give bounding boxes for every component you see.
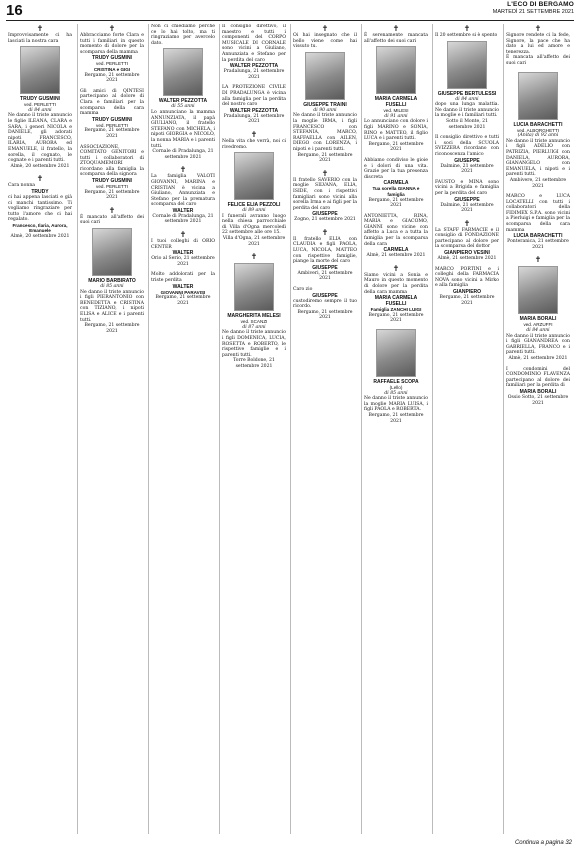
notice-text: Ne danno il triste annuncio i figli DOMENICA, LUCIA, ROSETTA e ROBERTO, le rispettive famiglie e i parenti tutti. [222,330,286,358]
obituary-notice [435,267,499,307]
notice-intro: ANTONIETTA, RINA, MARIA e GIACOMO, GIANNI sono vicine con affetto a Luca e a tutta la famiglia per la scomparsa della cara [364,213,428,247]
deceased-name: MARIA CARMELA FUSELLI [374,96,418,109]
notice-date: Cornale di Pradalunga, 21 settembre 2021 [152,213,214,225]
notice-text: ci hai appena lasciati e già ci manchi tantissimo. Ti vogliamo ringraziare per tutto l'amore che ci hai regalato. [8,194,72,223]
deceased-name: WALTER PEZZOTTA [158,98,208,105]
deceased-age: (Anita) di 92 anni [517,133,559,139]
deceased-name: GIUSEPPE [312,211,338,218]
notice-date: Cornale di Pradalunga, 21 settembre 2021 [152,149,214,160]
cross-icon: ✝ [250,252,258,262]
obituary-notice [435,180,499,214]
notice-date: Pradalunga, 21 settembre 2021 [223,113,285,125]
notice-date: Sotto il Monte, 21 settembre 2021 [446,118,488,130]
notice-text: Lo annunciano la mamma ANNUNZIATA, il papà GIULIANO, il fratello STEFANO con MICHELA, i nipoti GIORGIA e NICOLÒ, la nonna MARIA e i parenti tutti. [151,109,215,149]
notice-signature: GIOVANNI PARAVISI [160,289,206,295]
notice-intro: I condomini del CONDOMINIO FLAVENZA partecipano al dolore dei familiari per la perdita di [506,366,570,389]
notice-date: Ambivere, 21 settembre 2021 [509,177,567,189]
paper-date: MARTEDÌ 21 SETTEMBRE 2021 [492,9,574,15]
cross-icon: ✝ [321,227,329,237]
column-5 [290,24,358,834]
notice-text: dopo una lunga malattia. Ne danno il triste annuncio la moglie e i familiari tutti. [435,102,499,119]
obituary-notice [435,219,499,262]
portrait-photo [163,48,203,96]
notice-date: Zogno, 21 settembre 2021 [294,217,356,223]
deceased-subname: ved. PERLETTI [24,102,56,108]
deceased-name: TRUDY GUSMINI [92,178,132,185]
notice-intro: ASSOCIAZIONE, COMITATO GENITORI e tutti i collaboratori di ZTOQUAMEMORI ricordano alla famiglia la scomparsa della signora [80,144,144,178]
deceased-name: GIUSEPPE [312,264,338,271]
column-6 [361,24,429,834]
cross-icon: ✝ [36,24,44,33]
portrait-photo [376,46,416,94]
column-1 [6,24,73,834]
obituary-notice [151,24,215,160]
cross-icon: ✝ [108,205,116,215]
deceased-subname: (Lello) [389,385,403,390]
obituary-notice [364,214,428,259]
cross-icon: ✝ [463,24,471,33]
deceased-name: CARMELA [383,180,409,187]
deceased-subname: ved. SCANZI [240,319,268,325]
cross-icon: ✝ [179,165,187,175]
notice-date: Bergamo, 21 settembre 2021 [84,189,140,201]
cross-icon: ✝ [392,24,400,33]
notice-intro: Il consiglio direttivo, il maestro e tutti i componenti del CORPO MUSICALE DI CORNALE sono vicini a Giuliano, Annunziata e Stefano per la perdita del caro [222,24,286,63]
deceased-name: GIUSEPPE TRAINI [303,101,347,108]
paper-name: L'ECO DI BERGAMO [507,1,574,8]
obituary-notice [151,230,215,267]
column-7 [432,24,500,834]
notice-signature: Francesco, Ilaria, Aurora, Emanuele [12,222,68,234]
portrait-photo [92,228,132,276]
notice-date: Almè, 20 settembre 2021 [10,163,70,169]
notice-intro: MARCO PORTINI e i colleghi della FARMACIA NOVA sono vicini a Mirko e alla famiglia [435,266,499,289]
obituary-notice [222,130,286,247]
notice-intro: La STAFF FARMACIE e il consiglio di FONDAZIONE partecipano al dolore per la scomparsa del dottor [435,227,499,250]
obituary-notice [8,174,72,239]
deceased-name: RAFFAELE SCOPA [373,379,419,385]
cross-icon: ✝ [534,255,542,265]
obituary-notice [151,165,215,225]
notice-date: Ponteranica, 21 settembre 2021 [507,239,569,250]
notice-intro: FAUSTO e MINA sono vicini a Brigida e famiglia per la perdita del caro [435,179,499,196]
cross-icon: ✝ [108,24,116,33]
deceased-age: di 87 anni [242,324,266,330]
notice-date: Almè, 21 settembre 2021 [437,256,497,262]
cross-icon: ✝ [179,230,187,240]
obituary-notice [506,255,570,361]
notice-date: Almè, 21 settembre 2021 [508,356,568,361]
notice-date: Bergamo, 21 settembre 2021 [439,295,495,306]
deceased-name: GIUSEPPE [454,196,480,203]
obituary-notice [293,169,357,223]
deceased-subname: ved. PERLETTI [96,122,128,128]
deceased-name: WALTER PEZZOTTA [229,63,279,70]
deceased-subname: ved. MILESI [383,108,409,114]
notice-date: Ambiveri, 21 settembre 2021 [297,270,353,282]
portrait-photo [376,329,416,377]
notice-intro: Molto addolorati per la triste perdita [151,272,215,284]
obituary-notice [80,24,144,84]
notice-intro: Il 20 settembre si è spento [435,33,498,38]
notice-intro: Il consiglio direttivo e tutti i soci della SCUOLA SVIZZERA ricordano con riconoscenza l'amico [435,135,499,157]
deceased-name: GIUSEPPE [454,157,480,164]
notice-intro: È mancato all'affetto dei suoi cari [80,214,144,226]
notice-intro: Signore rendete ci la fede, Signore, la pace che ha dato a lui ed amore e tenerezza. [506,33,570,55]
column-4 [219,24,287,834]
cross-icon: ✝ [36,174,44,184]
obituary-notice [364,158,428,209]
deceased-subname: ved. PERLETTI [96,61,128,67]
deceased-subname: ved. PERLETTI [96,184,128,190]
obituary-notice [506,367,570,407]
notice-date: Bergamo, 21 settembre 2021 [368,197,424,209]
notice-date: Bergamo, 21 settembre 2021 [84,72,140,84]
page-header [6,0,574,21]
deceased-name: MARIA BORALI [519,388,557,395]
notice-intro: Improvvisamente ci ha lasciati la nostra cara [8,33,72,44]
notice-intro: LA PROTEZIONE CIVILE DI PRADALUNGA è vicina alla famiglia per la perdita del nostro caro [222,85,286,108]
notice-text: Lo annunciano con dolore i figli MARINO e SONIA, RINO e MATTEO, il figlio LUCA e i parenti tutti. [364,119,428,142]
notice-text: È mancata all'affetto dei suoi cari [506,55,570,66]
notice-date: Bergamo, 21 settembre 2021 [368,312,424,324]
cross-icon: ✝ [392,263,400,273]
notice-date: Bergamo, 21 settembre 2021 [297,152,353,164]
notice-intro: Oi hai insegnato che il bello viene come hai vissuto tu. [293,33,357,50]
notice-date: Bergamo, 21 settembre 2021 [155,295,211,306]
cross-icon: ✝ [321,168,329,178]
notice-signature: Famiglia ZANCHI LUIGI [370,307,422,313]
obituary-notice [222,252,286,369]
paper-masthead [493,1,574,16]
deceased-name: GIANPIERO VESINI [444,250,490,257]
deceased-name: GIUSEPPE [312,292,338,299]
notice-intro: MARCO e LUCA LOCATELLI con tutti i collaboratori della FIDIMEX S.P.A. sono vicini a Pierluigi e famiglia per la scomparsa della cara mamma [506,194,570,233]
deceased-age: di 91 anni [384,113,408,119]
notice-text: Ne danno il triste annuncio i figli ADELIO con PATRIZIA, PIERLUIGI con DANIELA, AURORA, GIANANGELO con EMANUELA, i nipoti e i parenti tutti. [506,138,570,178]
notice-intro: Caro zio [293,287,313,293]
obituary-notice [80,145,144,201]
notice-intro: È serenamente mancata all'affetto dei suoi cari [364,33,428,44]
deceased-age: di 84 anni [455,96,479,102]
notice-date: Torre Boldone, 21 settembre 2021 [233,358,275,369]
notice-signature: CRISTINA e GIGI [93,66,131,72]
notice-date: Almè, 20 settembre 2021 [10,234,70,240]
deceased-name: GIUSEPPE BERTULESSI [437,90,497,97]
deceased-age: di 84 anni [28,107,52,113]
obituary-notice [293,24,357,164]
obituary-notice [80,206,144,335]
obituary-notice [506,24,570,67]
deceased-name: TRUDY GUSMINI [92,55,132,62]
deceased-age: di 89 anni [242,208,266,214]
notice-text: Ne danno il triste annuncio le figlie ILEANA, CLARA e SARA, i generi NICOLA e DANIELE, gli adorati nipoti FRANCESCO, ILARIA, AURORA ed EMANUELE, il fratello, la sorella, il cognato, le cognate e i parenti tutti. [8,113,72,164]
deceased-name: WALTER [172,207,194,214]
notice-date: Bergamo, 21 settembre 2021 [368,412,424,424]
deceased-name: MARGHERITA MELESI [227,313,281,320]
cross-icon: ✝ [463,218,471,228]
notice-text: Ne danno il triste annuncio i figli PIERANTONIO con BENEDETTA e CRISTINA con TIZIANO, i nipoti ELISA e ALICE e i parenti tutti. [80,289,144,323]
deceased-name: GIANPIERO [452,289,482,296]
deceased-name: LUCIA BARACHETTI [513,121,563,128]
deceased-name: MARIA CARMELA FUSELLI [374,295,418,308]
notice-intro: Abbracciamo forte Clara e tutti i familiari in questo momento di dolore per la scomparsa della mamma [80,33,144,55]
notice-date: Dalmine, 21 settembre 2021 [440,163,494,175]
notice-intro: Siamo vicini a Sonia e Mauro in questo momento di dolore per la perdita della cara mamma [364,272,428,295]
notice-text: custodiremo sempre il tuo ricordo. [293,298,357,310]
portrait-photo [518,266,558,314]
cross-icon: ✝ [250,129,258,139]
notice-intro: Non ci chiediamo perché ce lo hai tolto, ma ti ringraziamo per avercelo dato. [151,24,215,46]
deceased-age: di 85 anni [384,390,408,396]
deceased-age: di 55 anni [171,104,195,110]
column-8 [503,24,571,834]
notice-text: I funerali avranno luogo nella chiesa parrocchiale di Villa d'Ogna mercoledì 22 settembre alle ore 15. [222,213,286,236]
deceased-name: TRUDY GUSMINI [20,96,60,103]
notice-date: Villa d'Ogna, 21 settembre 2021 [222,236,286,247]
portrait-photo [20,46,60,94]
deceased-name: CARMELA [383,247,409,254]
deceased-name: MARIA BORALI [519,316,557,323]
notice-intro: Nella vita che verrà, noi ci rivedremo. [222,138,286,150]
notice-date: Bergamo, 21 settembre 2021 [368,141,424,153]
column-2 [77,24,145,834]
deceased-subname: ved. ALBORGHETTI [516,127,560,133]
column-3 [148,24,216,834]
notice-intro: Il fratello ELIA con CLAUDIA e figli PAOLA, LUCA, NICOLA, MATTEO con rispettive famiglie, piange la morte del caro [293,236,357,265]
notice-date: Orio al Serio, 21 settembre 2021 [151,256,215,267]
portrait-photo [305,52,345,100]
obituary-notice [80,89,144,140]
notice-intro: La famiglia VALOTI GIOVANNI, MARINA e CRISTIAN è vicina a Giuliano, Annunziata e Stefano per la prematura scomparsa del caro [151,174,215,208]
notice-date: Pradalunga, 21 settembre 2021 [223,69,285,80]
deceased-age: di 84 anni [526,328,550,334]
deceased-name: WALTER [172,283,194,290]
notice-text: Ne danno il triste annuncio i figli GIANANDREA con GABRIELLA, FRANCO e i parenti tutti. [506,333,570,356]
deceased-name: TRUDY GUSMINI [92,116,132,123]
obituary-notice [435,24,499,130]
notice-text: Ne danno il triste annuncio la moglie IRMA, i figli FRANCESCO con STEFANIA, MARCO, RAFFAELLA con AILEN, DIEGO con LORENZA, i nipoti e i parenti tutti. [293,113,357,152]
notice-intro: I tuoi colleghi di ORIO CENTER [151,239,215,250]
obituary-notice [364,264,428,324]
notice-date: Bergamo, 21 settembre 2021 [84,128,140,139]
notice-signature: Tua sorella GIANNA e famiglia [372,186,420,197]
deceased-name: FELICE ELIA PEZZOLI [227,202,281,209]
obituary-notice [435,135,499,175]
obituary-notice [222,85,286,125]
obituary-notice [364,329,428,424]
notice-date: Ossio Sotto, 21 settembre 2021 [507,394,569,406]
deceased-name: MARIO BARBIRATO [88,278,136,285]
deceased-age: di 90 anni [313,107,337,113]
portrait-photo [518,72,558,120]
obituary-notice [293,228,357,282]
deceased-name: WALTER PEZZOTTA [229,107,279,114]
obituary-notice [8,24,72,169]
portrait-photo [234,263,274,311]
notice-intro: Cara nonna [8,183,36,189]
deceased-name: WALTER [172,250,194,257]
cross-icon: ✝ [534,24,542,33]
notice-date: Bergamo, 21 settembre 2021 [84,323,140,334]
obituary-columns [6,24,574,834]
page-number: 16 [6,2,23,19]
notice-date: Dalmine, 21 settembre 2021 [440,202,494,214]
portrait-photo [234,152,274,200]
notice-intro: Abbiamo condiviso le gioie e i dolori di una vita. Grazie per la tua presenza discreta [364,157,428,180]
obituary-notice [222,24,286,80]
deceased-age: di 85 anni [100,284,124,290]
deceased-name: LUCIA BARACHETTI [513,233,563,240]
obituary-notice [151,272,215,306]
obituary-notice [506,72,570,190]
obituary-notice [293,287,357,321]
continue-note: Continua a pagina 32 [514,840,572,846]
deceased-subname: ved. ARZUFFI [523,322,553,328]
deceased-name: TRUDY [31,188,49,195]
obituary-notice [506,194,570,250]
obituary-notice [364,24,428,153]
portrait-photo [447,41,487,89]
cross-icon: ✝ [321,24,329,33]
notice-date: Almè, 21 settembre 2021 [366,253,426,259]
notice-text: Ne danno il triste annuncio la moglie MARIA LUISA, i figli PAOLA e ROBERTA. [364,396,428,413]
notice-intro: Gli amici di QINTESI partecipano al dolore di Clara e familiari per la scomparsa della cara mamma [80,88,144,117]
notice-intro: Il fratello SAVERIO con la moglie SILVANA, ELIA, ISIDE, con i rispettivi famigliari sono vicini alla sorella Irma e ai figli per la perdita del caro [293,177,357,211]
notice-date: Bergamo, 21 settembre 2021 [297,309,353,321]
